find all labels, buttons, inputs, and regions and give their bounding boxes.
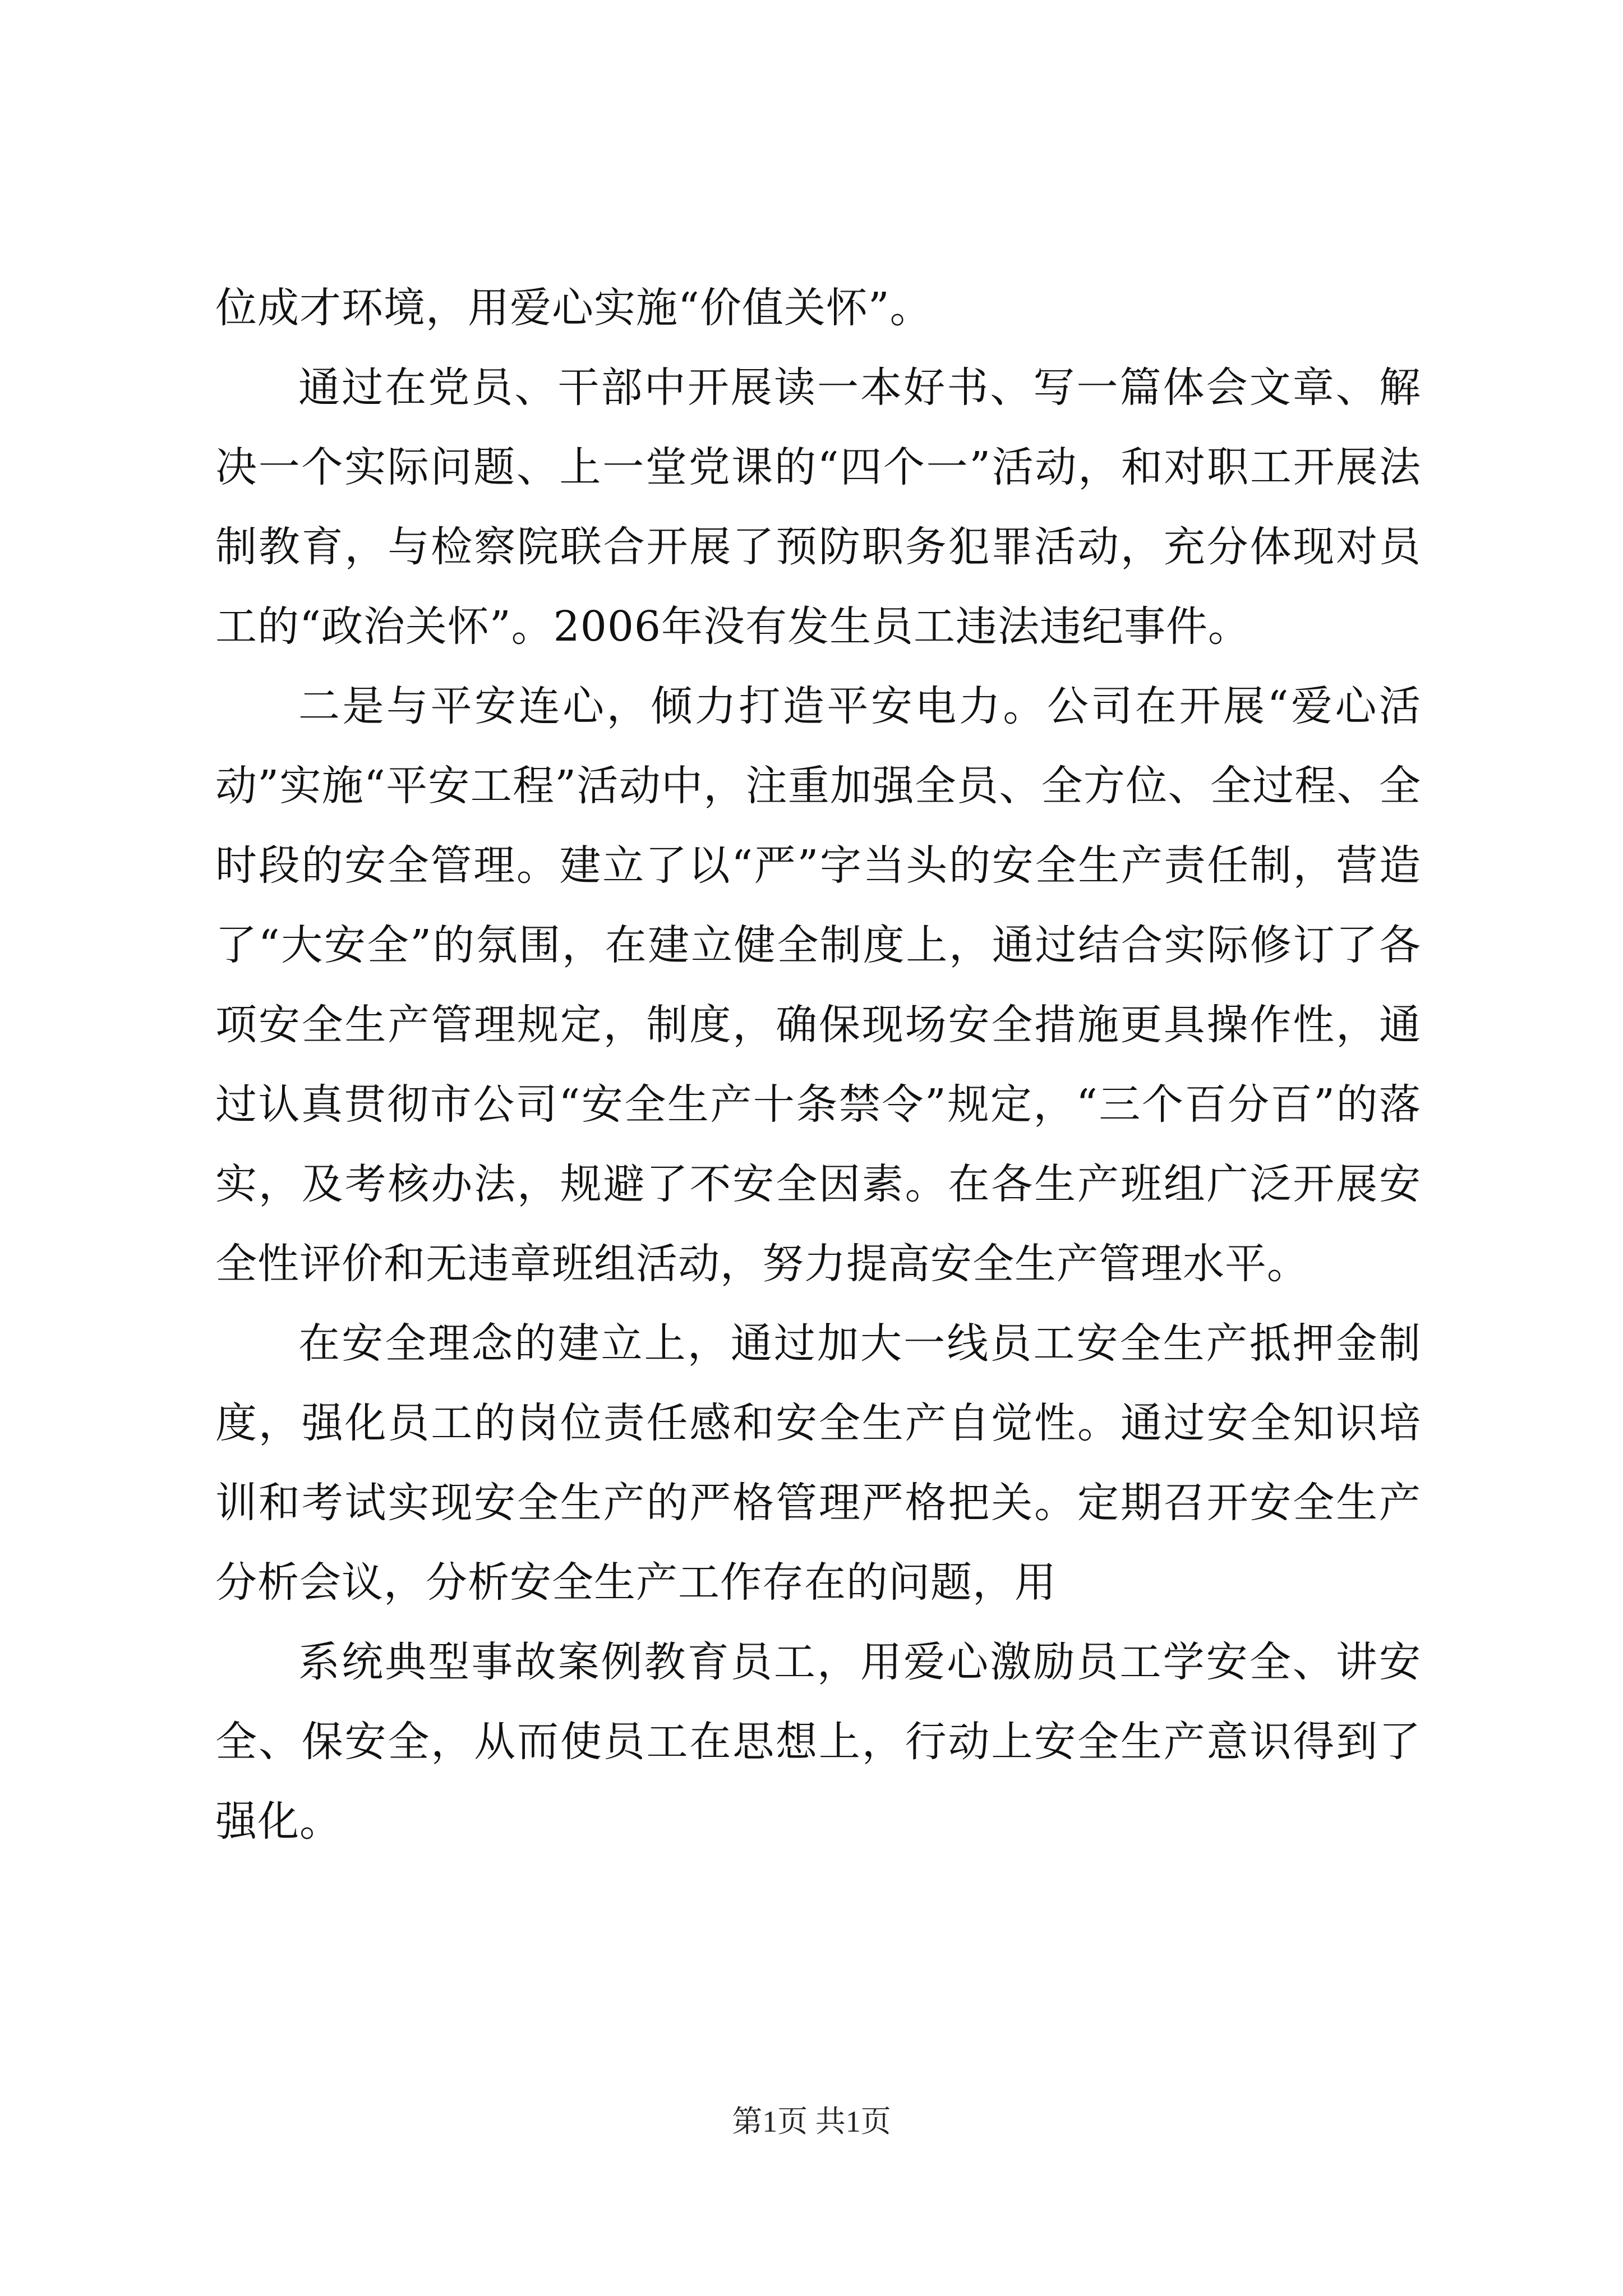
paragraph-political-care: 通过在党员、干部中开展读一本好书、写一篇体会文章、解决一个实际问题、上一堂党课的“四个一”活动，和对职工开展法制教育，与检察院联合开展了预防职务犯罪活动，充分体现对员工的“政治关怀”。2006年没有发生员工违法违纪事件。 <box>215 364 1421 651</box>
paragraph-continuation: 位成才环境，用爱心实施“价值关怀”。 <box>215 284 932 332</box>
paragraph-safety-project: 二是与平安连心，倾力打造平安电力。公司在开展“爱心活动”实施“平安工程”活动中，注重加强全员、全方位、全过程、全时段的安全管理。建立了以“严”字当头的安全生产责任制，营造了“大安全”的氛围，在建立健全制度上，通过结合实际修订了各项安全生产管理规定，制度，确保现场安全措施更具操作性，通过认真贯彻市公司“安全生产十条禁令”规定，“三个百分百”的落实，及考核办法，规避了不安全因素。在各生产班组广泛开展安全性评价和无违章班组活动，努力提高安全生产管理水平。 <box>215 682 1421 1288</box>
paragraph-accident-education: 系统典型事故案例教育员工，用爱心激励员工学安全、讲安全、保安全，从而使员工在思想上，行动上安全生产意识得到了强化。 <box>215 1638 1421 1846</box>
page-number-footer: 第1页 共1页 <box>732 2105 891 2138</box>
paragraph-safety-concept: 在安全理念的建立上，通过加大一线员工安全生产抵押金制度，强化员工的岗位责任感和安全生产自觉性。通过安全知识培训和考试实现安全生产的严格管理严格把关。定期召开安全生产分析会议，分析安全生产工作存在的问题，用 <box>215 1319 1421 1607</box>
document-body <box>215 268 1421 1861</box>
